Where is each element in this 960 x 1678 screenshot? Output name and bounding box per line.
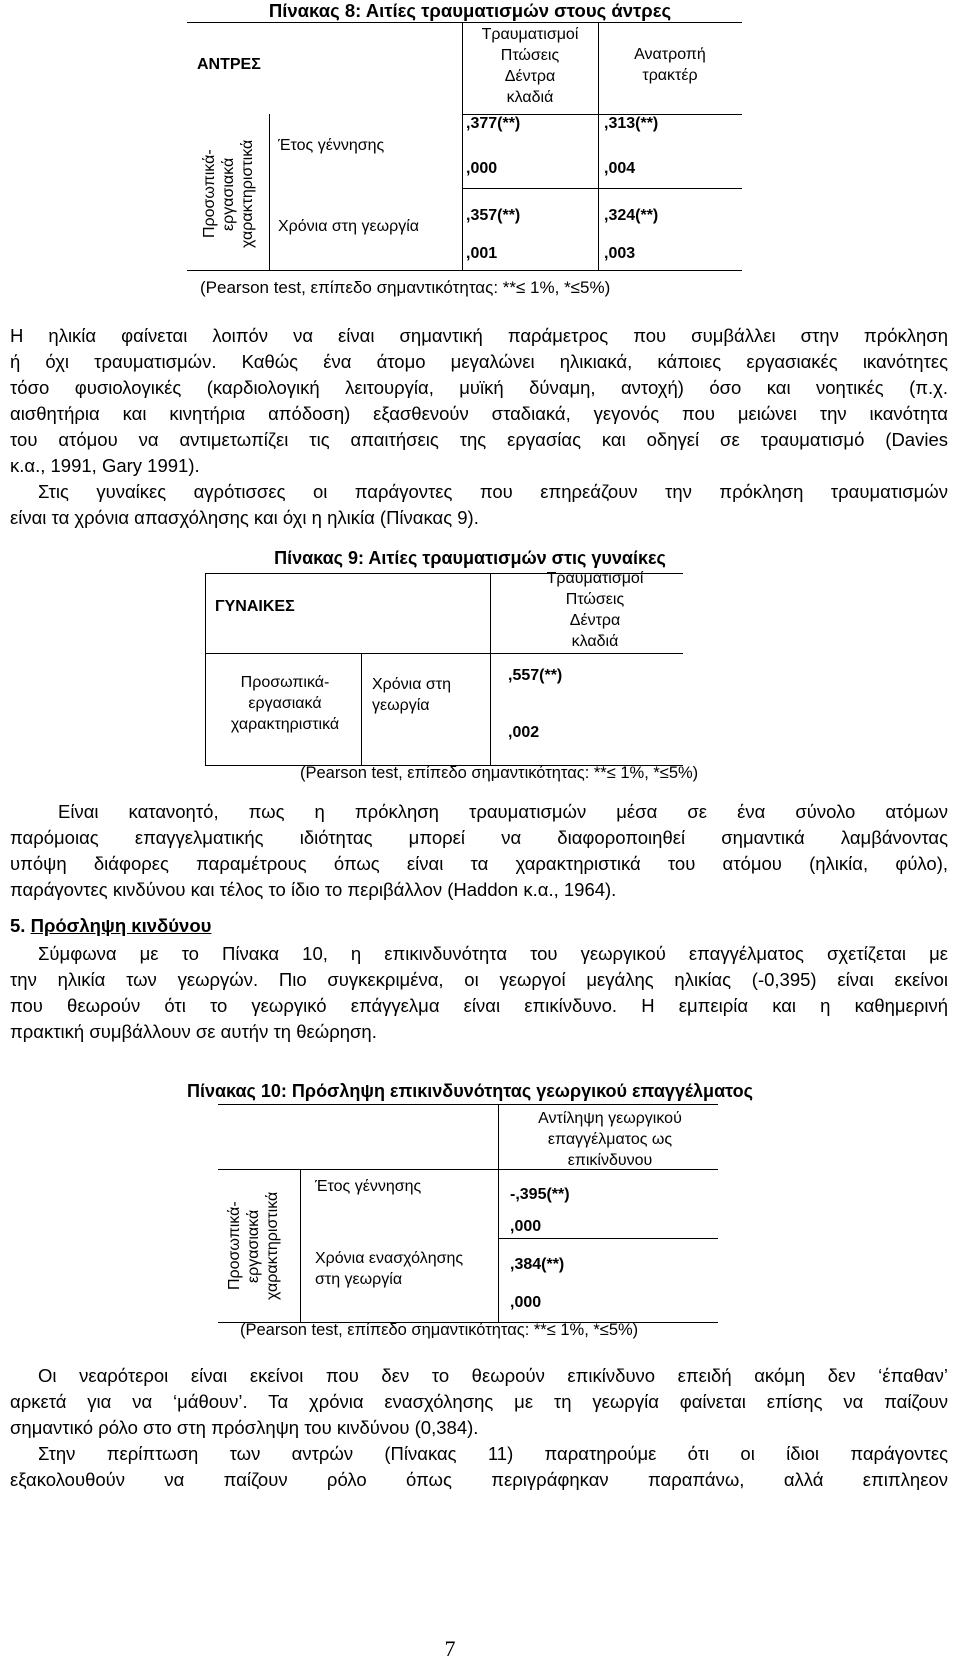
- table8-col-header-injuries: Τραυματισμοί Πτώσεις Δέντρα κλαδιά: [481, 26, 579, 106]
- paragraph-women-factors: Στις γυναίκες αγρότισσες οι παράγοντες που επηρεάζουν την πρόκληση τραυματισμών είναι τα χρόνια απασχόλησης και όχι η ηλικία (Πίνακας 9).: [10, 481, 948, 528]
- table8-value: ,377(**): [466, 115, 521, 132]
- table8-caption: Πίνακας 8: Αιτίες τραυματισμών στους άντρες: [268, 0, 672, 21]
- table8-group-label: Προσωπικά- εργασιακά χαρακτηριστικά: [201, 139, 256, 249]
- table8-bottom-rule: [187, 270, 742, 271]
- paragraph-men-case: Στην περίπτωση των αντρών (Πίνακας 11) παρατηρούμε ότι οι ίδιοι παράγοντες εξακολουθούν να παίζουν ρόλο όπως περιγράφηκαν παραπάνω, αλλά επιπληεον: [10, 1443, 948, 1490]
- paragraph-age-factor: Η ηλικία φαίνεται λοιπόν να είναι σημαντική παράμετρος που συμβάλλει στην πρόκληση ή όχι τραυματισμών. Καθώς ένα άτομο μεγαλώνει ηλικιακά, κάποιες εργασιακές ικανότητες τόσο φυσιολογικές (καρδιολογική λειτουργία, μυϊκή δύναμη, αντοχή) όσο και νοητικές (π.χ. αισθητήρια και κινητήρια απόδοση) εξασθενούν σταδιακά, γεγονός που μειώνει την ικανότητα του ατόμου να αντιμετωπίζει τις απαιτήσεις της εργασίας και οδηγεί σε τραυματισμό (Davies κ.α., 1991, Gary 1991).: [10, 325, 948, 476]
- table8-corner: ΑΝΤΡΕΣ: [197, 56, 261, 73]
- paragraph-younger-farmers: Οι νεαρότεροι είναι εκείνοι που δεν το θεωρούν επικίνδυνο επειδή ακόμη δεν ‘έπαθαν’ αρκετά για να ‘μάθουν’. Τα χρόνια ενασχόλησης με τη γεωργία φαίνεται επίσης να παίζουν σημαντικό ρόλο στο στη πρόσληψη του κινδύνου (0,384).: [10, 1365, 948, 1438]
- table10-value: ,384(**): [510, 1256, 565, 1273]
- table9-caption: Πίνακας 9: Αιτίες τραυματισμών στις γυναίκες: [274, 548, 666, 568]
- table8-value: ,000: [466, 160, 498, 177]
- table9-col-rule-2: [490, 573, 491, 765]
- paragraph-injury-variation: Είναι κατανοητό, πως η πρόκληση τραυματισμών μέσα σε ένα σύνολο ατόμων παρόμοιας επαγγελματικής ιδιότητας μπορεί να διαφοροποιηθεί σημαντικά λαμβάνοντας υπόψη διάφορες παραμέτρους όπως είναι τα χαρακτηριστικά του ατόμου (ηλικία, φύλο), παράγοντες κινδύνου και τέλος το ίδιο το περιβάλλον (Haddon κ.α., 1964).: [10, 801, 948, 900]
- table8-value: ,003: [604, 245, 636, 262]
- table8-row-years-farming: Χρόνια στη γεωργία: [278, 218, 419, 235]
- table8-value: ,324(**): [604, 207, 659, 224]
- page-number: 7: [444, 1636, 456, 1661]
- table8-value: ,313(**): [604, 115, 659, 132]
- table9-group-label: Προσωπικά- εργασιακά χαρακτηριστικά: [230, 674, 340, 733]
- table10-col-rule-2: [498, 1104, 499, 1322]
- table8-top-rule: [187, 22, 742, 23]
- table9-value: ,557(**): [508, 667, 563, 684]
- table8-col-header-tractor: Ανατροπή τρακτέρ: [634, 46, 706, 84]
- table10-mid-rule: [498, 1238, 718, 1239]
- table8-value: ,357(**): [466, 207, 521, 224]
- table8-value: ,004: [604, 160, 636, 177]
- table9-col-rule-1: [361, 653, 362, 765]
- table9-header-rule: [205, 653, 683, 654]
- table10-value: ,000: [510, 1294, 542, 1311]
- table8-value: ,001: [466, 245, 498, 262]
- table10-row-birth-year: Έτος γέννησης: [315, 1178, 422, 1195]
- paragraph-risk-perception: Σύμφωνα με το Πίνακα 10, η επικινδυνότητα του γεωργικού επαγγέλματος σχετίζεται με την ηλικία των γεωργών. Πιο συγκεκριμένα, οι γεωργοί μεγάλης ηλικίας (-0,395) είναι εκείνοι που θεωρούν ότι το γεωργικό επάγγελμα είναι επικίνδυνο. Η εμπειρία και η καθημερινή πρακτική συμβάλλουν σε αυτήν τη θεώρηση.: [10, 943, 948, 1042]
- table10-col-header-perception: Αντίληψη γεωργικού επαγγέλματος ως επικίνδυνου: [538, 1110, 682, 1169]
- section-heading: 5. Πρόσληψη κινδύνου: [10, 915, 212, 936]
- table9-note: (Pearson test, επίπεδο σημαντικότητας: **≤ 1%, *≤5%): [300, 764, 699, 782]
- table10-row-years-farming: Χρόνια ενασχόλησης στη γεωργία: [315, 1250, 464, 1288]
- table8-row-birth-year: Έτος γέννησης: [278, 137, 385, 154]
- table10-value: -,395(**): [510, 1186, 570, 1203]
- table10-caption: Πίνακας 10: Πρόσληψη επικινδυνότητας γεωργικού επαγγέλματος: [186, 1081, 754, 1101]
- table9-row-years-farming: Χρόνια στη γεωργία: [372, 676, 452, 714]
- table10-value: ,000: [510, 1218, 542, 1235]
- table10-group-label: Προσωπικά- εργασιακά χαρακτηριστικά: [226, 1191, 281, 1301]
- table10-col-rule-1: [300, 1169, 301, 1322]
- table9-corner: ΓΥΝΑΙΚΕΣ: [215, 598, 295, 615]
- table8-row-rule: [462, 188, 742, 189]
- table8-col-rule-1: [269, 114, 270, 270]
- table9-col-header-injuries: Τραυματισμοί Πτώσεις Δέντρα κλαδιά: [546, 570, 644, 650]
- table9-left-rule: [205, 573, 206, 765]
- table10-top-rule: [218, 1104, 718, 1105]
- table8-note: (Pearson test, επίπεδο σημαντικότητας: **≤ 1%, *≤5%): [200, 278, 611, 297]
- table10-note: (Pearson test, επίπεδο σημαντικότητας: **≤ 1%, *≤5%): [240, 1321, 639, 1339]
- table9-value: ,002: [508, 724, 540, 741]
